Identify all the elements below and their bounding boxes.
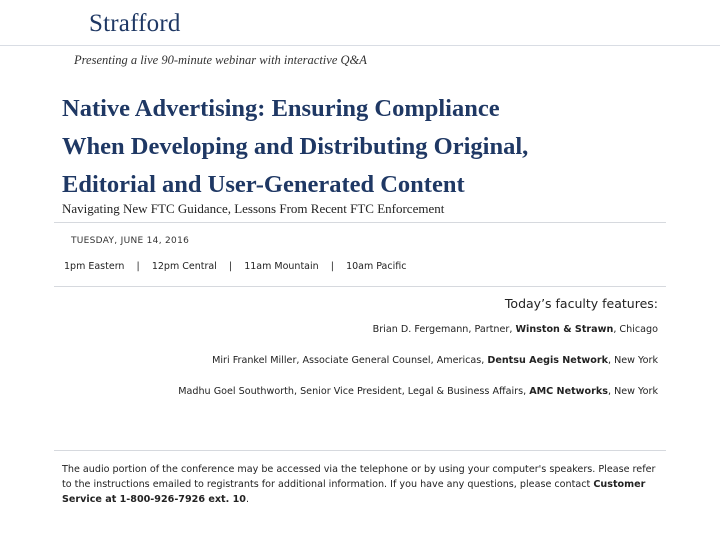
faculty-member <box>212 355 658 366</box>
title-line-3: Editorial and User-Generated Content <box>62 171 465 198</box>
customer-service-contact: Customer Service at 1-800-926-7926 ext. 10 <box>62 479 646 505</box>
time-separator: | <box>136 261 140 272</box>
notice-end: . <box>245 494 250 505</box>
faculty-org: Dentsu Aegis Network <box>487 355 608 366</box>
time-separator: | <box>330 261 334 272</box>
faculty-org: Winston & Strawn <box>515 324 614 335</box>
time-central: 12pm Central <box>151 261 217 272</box>
time-separator: | <box>228 261 233 272</box>
event-times <box>64 261 406 272</box>
subtitle: Navigating New FTC Guidance, Lessons From Recent FTC Enforcement <box>62 201 445 216</box>
faculty-location: , New York <box>607 386 658 397</box>
faculty-location: , Chicago <box>613 324 658 335</box>
faculty-name-title: Madhu Goel Southworth, Senior Vice President, Legal & Business Affairs, <box>178 386 530 397</box>
event-date: TUESDAY, JUNE 14, 2016 <box>71 236 190 246</box>
faculty-name-title: Miri Frankel Miller, Associate General Counsel, Americas, <box>212 355 488 366</box>
time-mountain: 11am Mountain <box>244 261 319 272</box>
divider <box>54 450 666 451</box>
divider <box>54 286 666 287</box>
title-line-2: When Developing and Distributing Original, <box>62 133 529 160</box>
faculty-heading: Today’s faculty features: <box>504 296 658 311</box>
title-line-1: Native Advertising: Ensuring Compliance <box>62 95 500 122</box>
strafford-logo: Strafford <box>89 10 181 37</box>
notice-text: The audio portion of the conference may be accessed via the telephone or by using your computer's speakers. Please refer to the instructions emailed to registrants for additional information. If you have any questions, please contact <box>62 464 656 490</box>
faculty-member <box>178 386 658 397</box>
audio-notice <box>62 462 662 507</box>
divider <box>54 222 666 223</box>
faculty-member <box>373 324 658 335</box>
faculty-org: AMC Networks <box>529 386 608 397</box>
faculty-name-title: Brian D. Fergemann, Partner, <box>372 324 516 335</box>
tagline: Presenting a live 90-minute webinar with interactive Q&A <box>74 53 367 67</box>
faculty-location: , New York <box>607 355 658 366</box>
page-title <box>62 90 682 204</box>
time-pacific: 10am Pacific <box>346 261 407 272</box>
time-eastern: 1pm Eastern <box>64 261 125 272</box>
header-divider <box>0 45 720 46</box>
